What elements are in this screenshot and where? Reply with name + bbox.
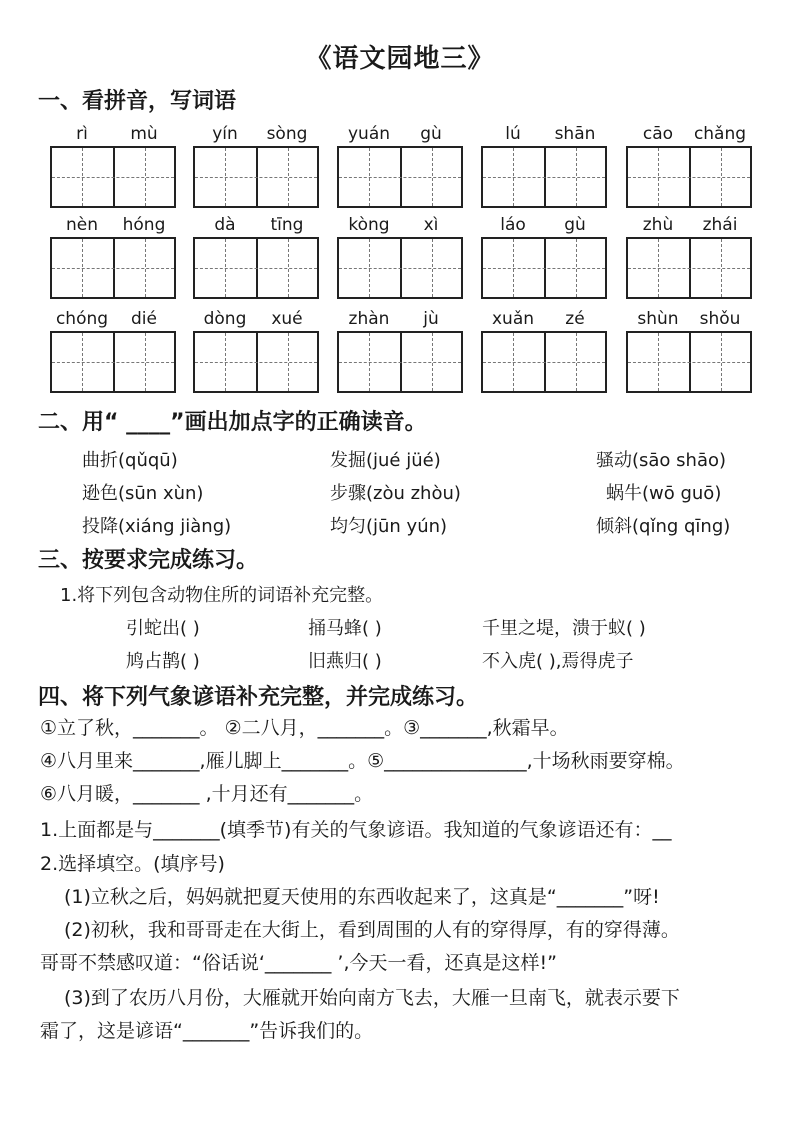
guide-line	[576, 239, 577, 297]
guide-line	[288, 239, 289, 297]
word-grid	[193, 124, 319, 210]
guide-line	[369, 239, 370, 297]
page-title: 《语文园地三》	[305, 44, 495, 74]
guide-line	[82, 333, 83, 391]
idiom-item: 鸠占鹊( )	[126, 651, 200, 672]
word-grid	[481, 124, 607, 210]
word-grid	[337, 309, 463, 395]
writing-box[interactable]	[481, 331, 607, 393]
writing-box[interactable]	[481, 237, 607, 299]
idiom-item: 引蛇出( )	[126, 618, 200, 639]
pinyin-label: chǎng	[693, 124, 747, 144]
pinyin-label: zé	[565, 309, 585, 329]
pinyin-label: gù	[420, 124, 442, 144]
guide-line	[658, 333, 659, 391]
word-grid	[481, 309, 607, 395]
guide-line	[432, 239, 433, 297]
guide-line	[339, 268, 461, 269]
pinyin-label: yuán	[347, 124, 391, 144]
word-grid	[193, 309, 319, 395]
writing-box[interactable]	[337, 237, 463, 299]
exercise-line: (1)立秋之后，妈妈就把夏天使用的东西收起来了，这真是“_______”呀!	[64, 886, 660, 908]
pinyin-label: shān	[554, 124, 596, 144]
idiom-item: 捅马蜂( )	[308, 618, 382, 639]
guide-line	[483, 268, 605, 269]
guide-line	[82, 148, 83, 206]
reading-item: 曲折(qǔqū)	[82, 450, 178, 471]
exercise-line: 哥哥不禁感叹道：“俗话说‘_______ ’,今天一看，还真是这样!”	[40, 952, 557, 974]
pinyin-label: xué	[271, 309, 303, 329]
pinyin-label: kòng	[348, 215, 390, 235]
section3-heading: 三、按要求完成练习。	[38, 548, 259, 573]
guide-line	[513, 239, 514, 297]
writing-box[interactable]	[50, 237, 176, 299]
guide-line	[195, 362, 317, 363]
section3-question1: 1.将下列包含动物住所的词语补充完整。	[60, 585, 384, 606]
guide-line	[432, 148, 433, 206]
writing-box[interactable]	[50, 331, 176, 393]
reading-item: 发掘(jué jüé)	[330, 450, 441, 471]
guide-line	[628, 268, 750, 269]
guide-line	[369, 148, 370, 206]
proverb-line: ①立了秋，_______。 ②二八月，_______。③_______,秋霜早。	[40, 717, 569, 739]
guide-line	[721, 239, 722, 297]
guide-line	[288, 333, 289, 391]
pinyin-label: zhái	[702, 215, 738, 235]
pinyin-label: dà	[214, 215, 236, 235]
guide-line	[576, 148, 577, 206]
writing-box[interactable]	[337, 331, 463, 393]
writing-box[interactable]	[193, 331, 319, 393]
pinyin-label: zhàn	[348, 309, 390, 329]
guide-line	[145, 148, 146, 206]
pinyin-label: dié	[131, 309, 157, 329]
pinyin-label: xì	[423, 215, 439, 235]
guide-line	[483, 362, 605, 363]
section1-heading: 一、看拼音，写词语	[38, 89, 237, 114]
pinyin-label: gù	[564, 215, 586, 235]
reading-item: 逊色(sūn xùn)	[82, 483, 204, 504]
pinyin-label: hóng	[122, 215, 166, 235]
reading-item: 均匀(jūn yún)	[330, 516, 448, 537]
guide-line	[576, 333, 577, 391]
guide-line	[721, 333, 722, 391]
reading-item: 倾斜(qǐng qīng)	[596, 516, 731, 537]
guide-line	[52, 362, 174, 363]
pinyin-label: zhù	[642, 215, 674, 235]
idiom-item: 旧燕归( )	[308, 651, 382, 672]
pinyin-label: tīng	[270, 215, 304, 235]
pinyin-label: shǒu	[699, 309, 741, 329]
writing-box[interactable]	[337, 146, 463, 208]
guide-line	[52, 177, 174, 178]
guide-line	[513, 148, 514, 206]
guide-line	[288, 148, 289, 206]
pinyin-label: sòng	[266, 124, 308, 144]
pinyin-label: cāo	[642, 124, 674, 144]
guide-line	[483, 177, 605, 178]
exercise-line: 霜了，这是谚语“_______”告诉我们的。	[40, 1020, 374, 1042]
guide-line	[369, 333, 370, 391]
exercise-line: (2)初秋，我和哥哥走在大街上，看到周围的人有的穿得厚，有的穿得薄。	[64, 919, 680, 941]
guide-line	[628, 362, 750, 363]
guide-line	[82, 239, 83, 297]
writing-box[interactable]	[626, 146, 752, 208]
guide-line	[225, 239, 226, 297]
section4-heading: 四、将下列气象谚语补充完整，并完成练习。	[38, 685, 479, 710]
word-grid	[626, 309, 752, 395]
guide-line	[339, 177, 461, 178]
writing-box[interactable]	[193, 146, 319, 208]
pinyin-label: xuǎn	[491, 309, 535, 329]
word-grid	[626, 124, 752, 210]
pinyin-label: yín	[212, 124, 238, 144]
word-grid	[50, 124, 176, 210]
guide-line	[52, 268, 174, 269]
proverb-line: ⑥八月暖，_______ ,十月还有_______。	[40, 783, 374, 805]
pinyin-label: láo	[500, 215, 526, 235]
word-grid	[50, 215, 176, 301]
pinyin-label: shùn	[637, 309, 679, 329]
section2-heading: 二、用“ ____”画出加点字的正确读音。	[38, 410, 427, 435]
pinyin-label: nèn	[65, 215, 98, 235]
guide-line	[195, 268, 317, 269]
word-grid	[337, 124, 463, 210]
guide-line	[145, 239, 146, 297]
word-grid	[481, 215, 607, 301]
guide-line	[658, 148, 659, 206]
writing-box[interactable]	[481, 146, 607, 208]
idiom-item: 千里之堤，溃于蚁( )	[482, 618, 646, 639]
reading-item: 投降(xiáng jiàng)	[82, 516, 232, 537]
writing-box[interactable]	[626, 331, 752, 393]
pinyin-label: mù	[130, 124, 158, 144]
guide-line	[513, 333, 514, 391]
word-grid	[337, 215, 463, 301]
guide-line	[145, 333, 146, 391]
reading-item: 步骤(zòu zhòu)	[330, 483, 461, 504]
guide-line	[432, 333, 433, 391]
reading-item: 骚动(sāo shāo)	[596, 450, 727, 471]
pinyin-label: jù	[423, 309, 439, 329]
guide-line	[195, 177, 317, 178]
guide-line	[658, 239, 659, 297]
guide-line	[721, 148, 722, 206]
reading-item: 蜗牛(wō guō)	[606, 483, 722, 504]
word-grid	[626, 215, 752, 301]
word-grid	[50, 309, 176, 395]
proverb-line: ④八月里来_______,雁儿脚上_______。⑤_______________,十场秋雨要穿棉。	[40, 750, 685, 772]
writing-box[interactable]	[626, 237, 752, 299]
pinyin-label: lú	[505, 124, 521, 144]
pinyin-label: chóng	[55, 309, 109, 329]
word-grid	[193, 215, 319, 301]
guide-line	[225, 333, 226, 391]
exercise-line: 2.选择填空。(填序号)	[40, 853, 225, 875]
guide-line	[339, 362, 461, 363]
guide-line	[225, 148, 226, 206]
guide-line	[628, 177, 750, 178]
exercise-line: 1.上面都是与_______(填季节)有关的气象谚语。我知道的气象谚语还有：__	[40, 819, 672, 841]
pinyin-label: dòng	[203, 309, 247, 329]
writing-box[interactable]	[193, 237, 319, 299]
idiom-item: 不入虎( ),焉得虎子	[482, 651, 634, 672]
pinyin-label: rì	[76, 124, 88, 144]
exercise-line: (3)到了农历八月份，大雁就开始向南方飞去，大雁一旦南飞，就表示要下	[64, 987, 680, 1009]
writing-box[interactable]	[50, 146, 176, 208]
